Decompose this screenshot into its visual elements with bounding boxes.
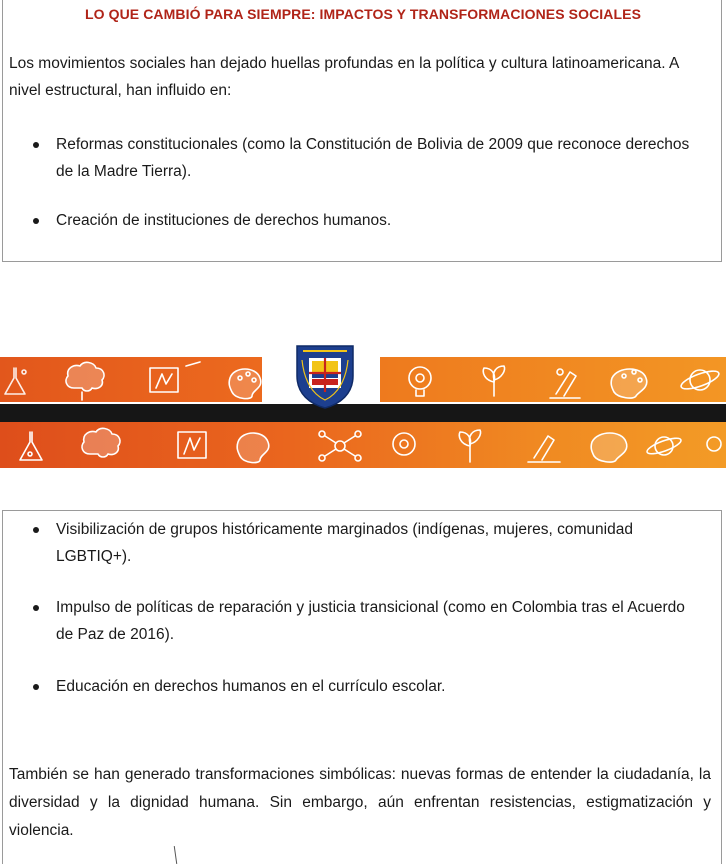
palette-icon: [591, 433, 627, 462]
chalkboard-icon: [178, 432, 206, 458]
brain-icon: [82, 428, 120, 457]
plant-icon: [459, 430, 480, 462]
lightbulb-gear-icon: [393, 433, 415, 455]
microscope-icon: [550, 369, 580, 398]
palette-icon: [611, 369, 647, 398]
lightbulb-gear-icon: [707, 437, 721, 451]
closing-paragraph: También se han generado transformaciones simbólicas: nuevas formas de entender la ciudadanía, la diversidad y la dignidad humana. Sin embargo, aún enfrentan resistencias, estigmatización y violencia.: [9, 766, 711, 839]
brain-icon: [66, 362, 104, 400]
school-banner: [0, 332, 726, 472]
palette-icon: [237, 433, 269, 463]
banner-icons: [0, 332, 726, 472]
flask-icon: [20, 432, 42, 460]
plant-icon: [483, 366, 504, 396]
microscope-icon: [528, 436, 560, 462]
palette-icon: [229, 369, 261, 399]
lightbulb-gear-icon: [409, 367, 431, 396]
intro-paragraph: Los movimientos sociales han dejado huellas profundas en la política y cultura latinoamericana. A nivel estructural, han influido en:: [9, 55, 679, 99]
list-item: Educación en derechos humanos en el currículo escolar.: [56, 673, 706, 700]
list-item: Creación de instituciones de derechos humanos.: [56, 207, 706, 234]
school-crest: [294, 342, 356, 410]
list-item: Reformas constitucionales (como la Constitución de Bolivia de 2009 que reconoce derechos de la Madre Tierra).: [56, 131, 706, 185]
molecule-icon: [319, 431, 361, 461]
chalkboard-icon: [150, 362, 200, 392]
planet-icon: [679, 368, 721, 393]
list-item: Impulso de políticas de reparación y justicia transicional (como en Colombia tras el Acuerdo de Paz de 2016).: [56, 594, 706, 648]
list-item: Visibilización de grupos históricamente marginados (indígenas, mujeres, comunidad LGBTIQ+).: [56, 516, 706, 570]
document-title: LO QUE CAMBIÓ PARA SIEMPRE: IMPACTOS Y TRANSFORMACIONES SOCIALES: [84, 6, 642, 22]
flask-icon: [5, 368, 26, 394]
planet-icon: [645, 435, 682, 457]
